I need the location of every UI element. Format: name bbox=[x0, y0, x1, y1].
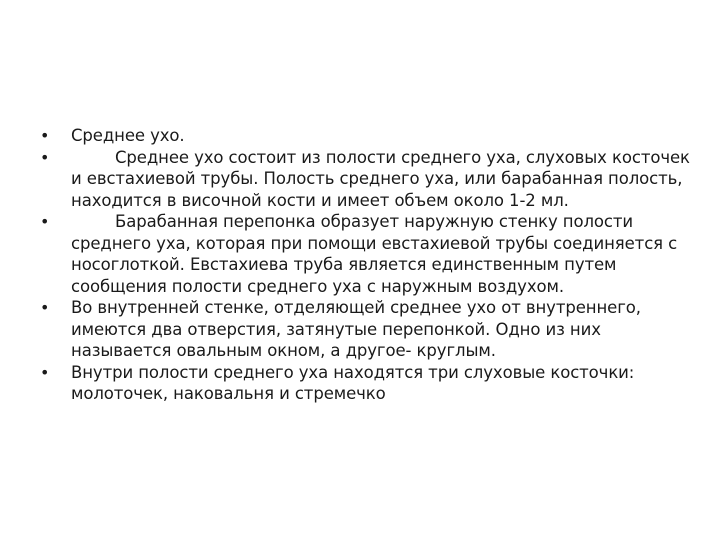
bullet-text: Среднее ухо состоит из полости среднего уха, слуховых косточек и евстахиевой трубы. Полость среднего уха, или барабанная полость, находится в височной кости и имеет объем около 1-2 мл. bbox=[71, 147, 690, 210]
bullet-item-inner-wall bbox=[40, 297, 690, 362]
bullet-item-eardrum bbox=[40, 211, 690, 297]
bullet-point-icon: • bbox=[40, 362, 50, 382]
bullet-text: Внутри полости среднего уха находятся три слуховые косточки: молоточек, наковальня и стремечко bbox=[71, 362, 635, 403]
bullet-point-icon: • bbox=[40, 126, 50, 145]
bullet-item-composition bbox=[40, 147, 690, 212]
bullet-item-ossicles bbox=[40, 362, 690, 405]
bullet-point-icon: • bbox=[40, 298, 50, 317]
bullet-point-icon: • bbox=[40, 212, 50, 231]
bullet-text: Барабанная перепонка образует наружную стенку полости среднего уха, которая при помощи евстахиевой трубы соединяется с носоглоткой. Евстахиева труба является единственным путем сообщения полости среднего уха с наружным воздухом. bbox=[71, 212, 678, 296]
bullet-point-icon: • bbox=[40, 147, 50, 167]
bullet-text: Среднее ухо. bbox=[71, 126, 185, 145]
bullet-text: Во внутренней стенке, отделяющей среднее ухо от внутреннего, имеются два отверстия, затянутые перепонкой. Одно из них называется овальным окном, а другое- круглым. bbox=[71, 298, 641, 360]
bullet-item-title bbox=[40, 125, 690, 147]
bullet-list bbox=[40, 125, 690, 405]
